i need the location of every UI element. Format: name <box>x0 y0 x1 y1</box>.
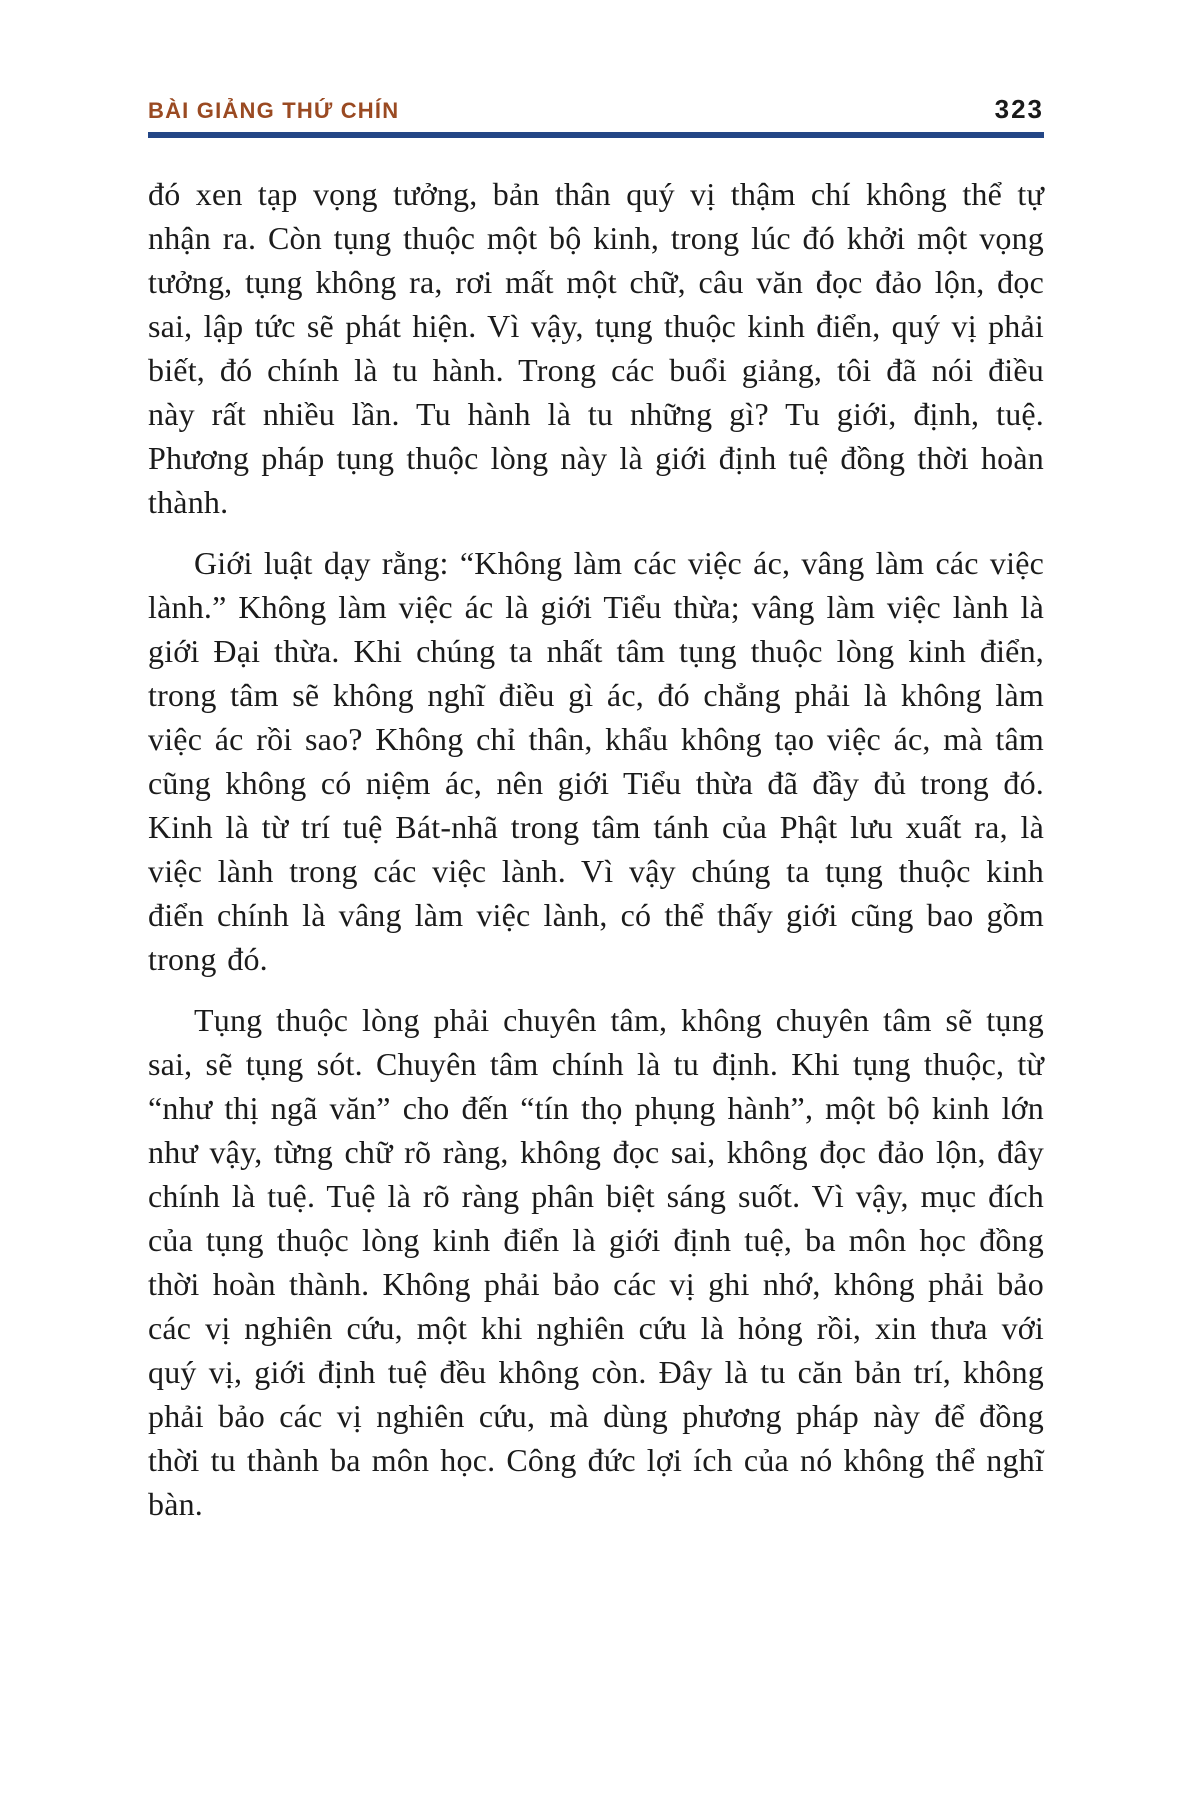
page-header <box>148 94 1044 125</box>
paragraph-1: đó xen tạp vọng tưởng, bản thân quý vị thậm chí không thể tự nhận ra. Còn tụng thuộc một bộ kinh, trong lúc đó khởi một vọng tưởng, tụng không ra, rơi mất một chữ, câu văn đọc đảo lộn, đọc sai, lập tức sẽ phát hiện. Vì vậy, tụng thuộc kinh điển, quý vị phải biết, đó chính là tu hành. Trong các buổi giảng, tôi đã nói điều này rất nhiều lần. Tu hành là tu những gì? Tu giới, định, tuệ. Phương pháp tụng thuộc lòng này là giới định tuệ đồng thời hoàn thành. <box>148 176 1044 520</box>
chapter-title: BÀI GIẢNG THỨ CHÍN <box>148 98 400 123</box>
paragraph-3: Tụng thuộc lòng phải chuyên tâm, không chuyên tâm sẽ tụng sai, sẽ tụng sót. Chuyên tâm chính là tu định. Khi tụng thuộc, từ “như thị ngã văn” cho đến “tín thọ phụng hành”, một bộ kinh lớn như vậy, từng chữ rõ ràng, không đọc sai, không đọc đảo lộn, đây chính là tuệ. Tuệ là rõ ràng phân biệt sáng suốt. Vì vậy, mục đích của tụng thuộc lòng kinh điển là giới định tuệ, ba môn học đồng thời hoàn thành. Không phải bảo các vị ghi nhớ, không phải bảo các vị nghiên cứu, một khi nghiên cứu là hỏng rồi, xin thưa với quý vị, giới định tuệ đều không còn. Đây là tu căn bản trí, không phải bảo các vị nghiên cứu, mà dùng phương pháp này để đồng thời tu thành ba môn học. Công đức lợi ích của nó không thể nghĩ bàn. <box>148 1002 1044 1522</box>
page-body <box>148 172 1044 1526</box>
paragraph-2: Giới luật dạy rằng: “Không làm các việc ác, vâng làm các việc lành.” Không làm việc ác là giới Tiểu thừa; vâng làm việc lành là giới Đại thừa. Khi chúng ta nhất tâm tụng thuộc lòng kinh điển, trong tâm sẽ không nghĩ điều gì ác, đó chẳng phải là không làm việc ác rồi sao? Không chỉ thân, khẩu không tạo việc ác, mà tâm cũng không có niệm ác, nên giới Tiểu thừa đã đầy đủ trong đó. Kinh là từ trí tuệ Bát-nhã trong tâm tánh của Phật lưu xuất ra, là việc lành trong các việc lành. Vì vậy chúng ta tụng thuộc kinh điển chính là vâng làm việc lành, có thể thấy giới cũng bao gồm trong đó. <box>148 545 1044 977</box>
header-rule <box>148 132 1044 138</box>
page-number: 323 <box>994 94 1044 124</box>
